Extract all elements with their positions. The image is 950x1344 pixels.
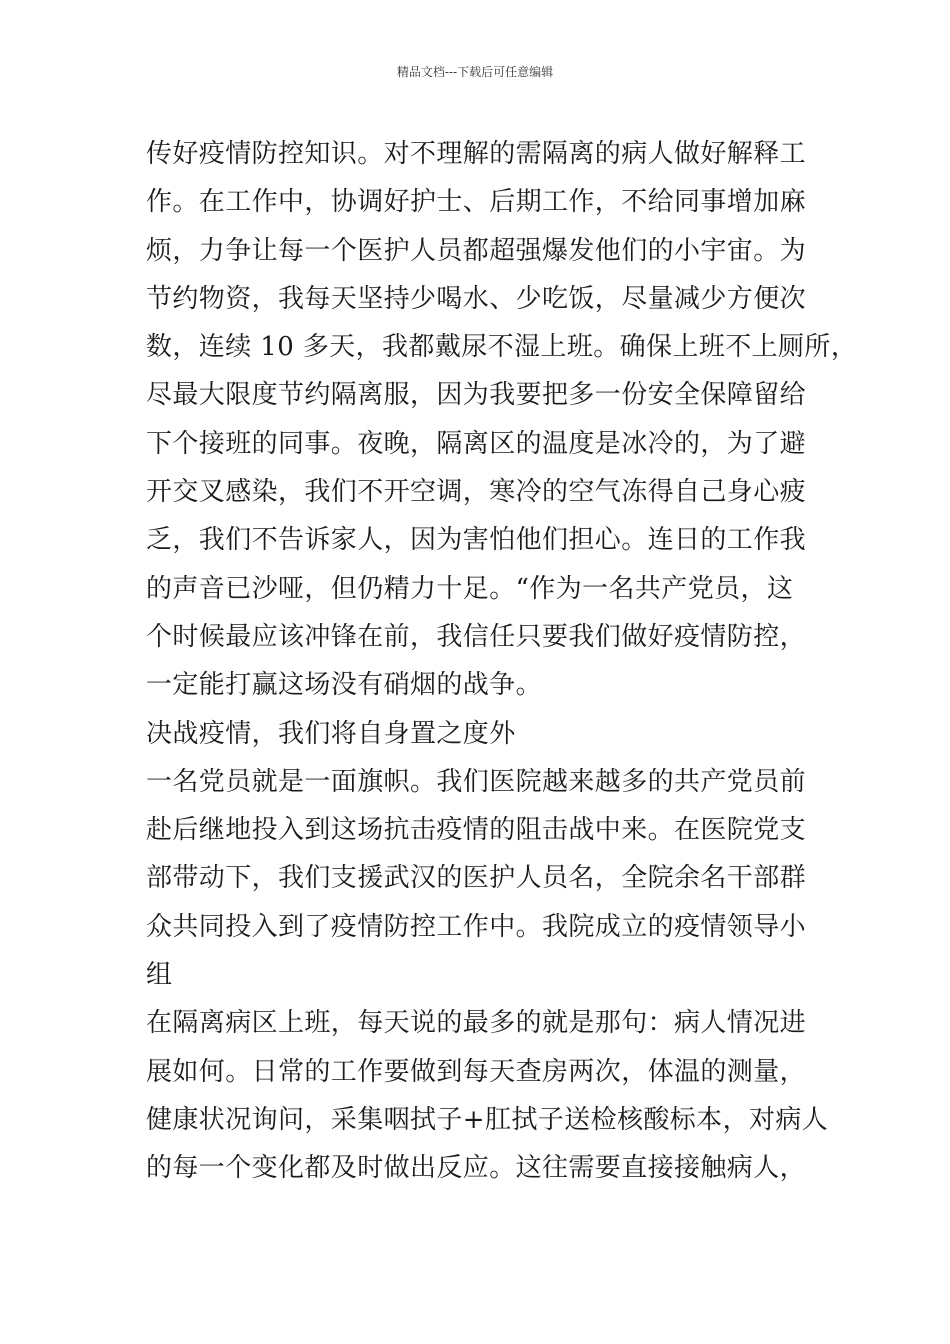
text-line: 作。在工作中，协调好护士、后期工作，不给同事增加麻 bbox=[146, 187, 807, 218]
text-line: 一名党员就是一面旗帜。我们医院越来越多的共产党员前 bbox=[146, 766, 807, 797]
text-line: 下个接班的同事。夜晚，隔离区的温度是冰冷的，为了避 bbox=[146, 428, 807, 459]
text-line: 节约物资，我每天坚持少喝水、少吃饭，尽量减少方便次 bbox=[146, 283, 807, 314]
text-line: 的每一个变化都及时做出反应。这往需要直接接触病人， bbox=[146, 1153, 807, 1184]
page-header: 精品文档---下载后可任意编辑 bbox=[396, 65, 554, 79]
text-line: 一定能打赢这场没有硝烟的战争。 bbox=[146, 670, 543, 701]
text-line: 部带动下，我们支援武汉的医护人员名，全院余名干部群 bbox=[146, 863, 807, 894]
text-line: 乏，我们不告诉家人，因为害怕他们担心。连日的工作我 bbox=[146, 525, 807, 556]
text-line: 健康状况询问，采集咽拭子+肛拭子送检核酸标本，对病人 bbox=[146, 1104, 829, 1135]
document-body bbox=[146, 130, 858, 1193]
text-line: 在隔离病区上班，每天说的最多的就是那句：病人情况进 bbox=[146, 1008, 807, 1039]
text-line: 组 bbox=[146, 960, 173, 991]
text-line: 赴后继地投入到这场抗击疫情的阻击战中来。在医院党支 bbox=[146, 815, 807, 846]
section-heading: 决战疫情，我们将自身置之度外 bbox=[146, 718, 516, 749]
text-line: 展如何。日常的工作要做到每天查房两次，体温的测量， bbox=[146, 1056, 807, 1087]
text-line: 烦，力争让每一个医护人员都超强爆发他们的小宇宙。为 bbox=[146, 235, 807, 266]
text-line: 尽最大限度节约隔离服，因为我要把多一份安全保障留给 bbox=[146, 380, 807, 411]
text-line: 众共同投入到了疫情防控工作中。我院成立的疫情领导小 bbox=[146, 911, 807, 942]
text-line: 传好疫情防控知识。对不理解的需隔离的病人做好解释工 bbox=[146, 139, 807, 169]
text-line: 数，连续 10 多天，我都戴尿不湿上班。确保上班不上厕所， bbox=[146, 332, 858, 363]
text-line: 的声音已沙哑，但仍精力十足。“作为一名共产党员，这 bbox=[146, 573, 794, 604]
text-line: 开交叉感染，我们不开空调，寒冷的空气冻得自己身心疲 bbox=[146, 477, 807, 508]
text-line: 个时候最应该冲锋在前，我信任只要我们做好疫情防控， bbox=[146, 621, 807, 652]
